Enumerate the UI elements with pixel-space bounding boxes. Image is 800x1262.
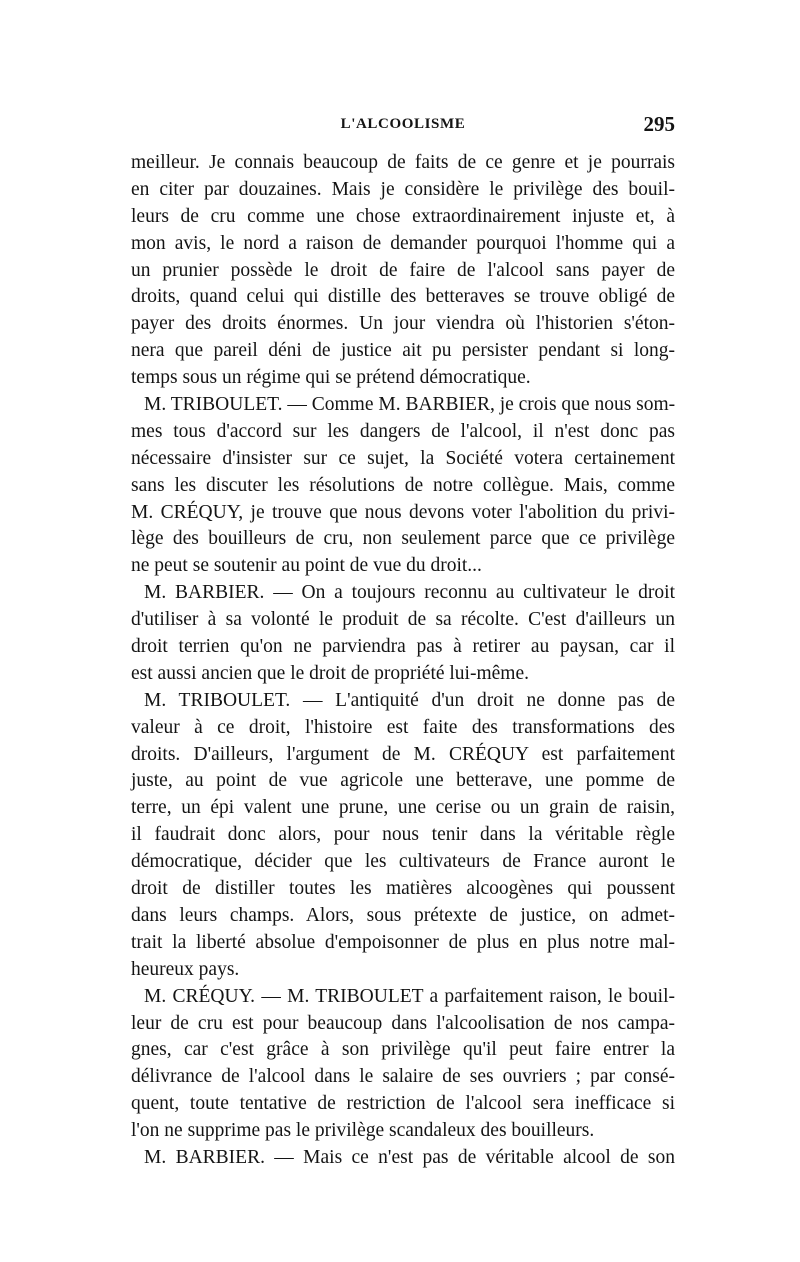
text-line: M. CRÉQUY, je trouve que nous devons voter l'abolition du privi- bbox=[131, 501, 675, 523]
text-line: juste, au point de vue agricole une betterave, une pomme de bbox=[131, 770, 675, 792]
text-line: valeur à ce droit, l'histoire est faite des transformations des bbox=[131, 716, 675, 738]
running-head bbox=[131, 112, 675, 140]
text-line: en citer par douzaines. Mais je considère le privilège des bouil- bbox=[131, 178, 675, 200]
text-line: M. TRIBOULET. — Comme M. BARBIER, je crois que nous som- bbox=[144, 394, 676, 416]
body-text bbox=[131, 150, 675, 1172]
text-line: nera que pareil déni de justice ait pu persister pendant si long- bbox=[131, 340, 675, 362]
text-line: heureux pays. bbox=[131, 958, 240, 980]
running-title: L'ALCOOLISME bbox=[340, 116, 466, 132]
text-line: M. BARBIER. — On a toujours reconnu au cultivateur le droit bbox=[144, 582, 675, 604]
text-line: leurs de cru comme une chose extraordinairement injuste et, à bbox=[131, 205, 675, 227]
text-line: ne peut se soutenir au point de vue du droit... bbox=[131, 555, 482, 577]
text-line: meilleur. Je connais beaucoup de faits de ce genre et je pourrais bbox=[131, 152, 675, 173]
text-line: nécessaire d'insister sur ce sujet, la Société votera certainement bbox=[131, 447, 675, 469]
text-line: est aussi ancien que le droit de propriété lui-même. bbox=[131, 662, 529, 684]
page-number: 295 bbox=[643, 112, 675, 136]
text-line: d'utiliser à sa volonté le produit de sa récolte. C'est d'ailleurs un bbox=[131, 609, 675, 631]
text-line: temps sous un régime qui se prétend démocratique. bbox=[131, 367, 531, 389]
text-line: droit terrien qu'on ne parviendra pas à retirer au paysan, car il bbox=[131, 636, 675, 658]
text-line: gnes, car c'est grâce à son privilège qu'il peut faire entrer la bbox=[131, 1039, 675, 1061]
text-line: dans leurs champs. Alors, sous prétexte de justice, on admet- bbox=[131, 904, 675, 926]
text-line: droits. D'ailleurs, l'argument de M. CRÉQUY est parfaitement bbox=[131, 743, 675, 765]
text-line: payer des droits énormes. Un jour viendra où l'historien s'éton- bbox=[131, 313, 675, 335]
text-line: mes tous d'accord sur les dangers de l'alcool, il n'est donc pas bbox=[131, 420, 675, 442]
text-line: mon avis, le nord a raison de demander pourquoi l'homme qui a bbox=[131, 232, 675, 254]
text-line: droit de distiller toutes les matières alcoogènes qui poussent bbox=[131, 878, 675, 900]
text-line: démocratique, décider que les cultivateurs de France auront le bbox=[131, 851, 675, 873]
text-line: lège des bouilleurs de cru, non seulement parce que ce privilège bbox=[131, 528, 675, 550]
text-line: délivrance de l'alcool dans le salaire de ses ouvriers ; par consé- bbox=[131, 1066, 675, 1088]
text-line: leur de cru est pour beaucoup dans l'alcoolisation de nos campa- bbox=[131, 1012, 675, 1034]
text-line: quent, toute tentative de restriction de l'alcool sera inefficace si bbox=[131, 1093, 675, 1115]
text-line: M. CRÉQUY. — M. TRIBOULET a parfaitement raison, le bouil- bbox=[144, 985, 675, 1007]
text-line: M. BARBIER. — Mais ce n'est pas de véritable alcool de son bbox=[144, 1146, 675, 1168]
text-line: droits, quand celui qui distille des betteraves se trouve obligé de bbox=[131, 286, 675, 308]
text-line: terre, un épi valent une prune, une cerise ou un grain de raisin, bbox=[131, 797, 675, 819]
text-line: trait la liberté absolue d'empoisonner de plus en plus notre mal- bbox=[131, 931, 675, 953]
text-line: il faudrait donc alors, pour nous tenir dans la véritable règle bbox=[131, 824, 675, 846]
text-line: sans les discuter les résolutions de notre collègue. Mais, comme bbox=[131, 474, 675, 496]
text-line: l'on ne supprime pas le privilège scandaleux des bouilleurs. bbox=[131, 1120, 595, 1142]
text-line: M. TRIBOULET. — L'antiquité d'un droit ne donne pas de bbox=[144, 689, 675, 711]
text-line: un prunier possède le droit de faire de l'alcool sans payer de bbox=[131, 259, 675, 281]
